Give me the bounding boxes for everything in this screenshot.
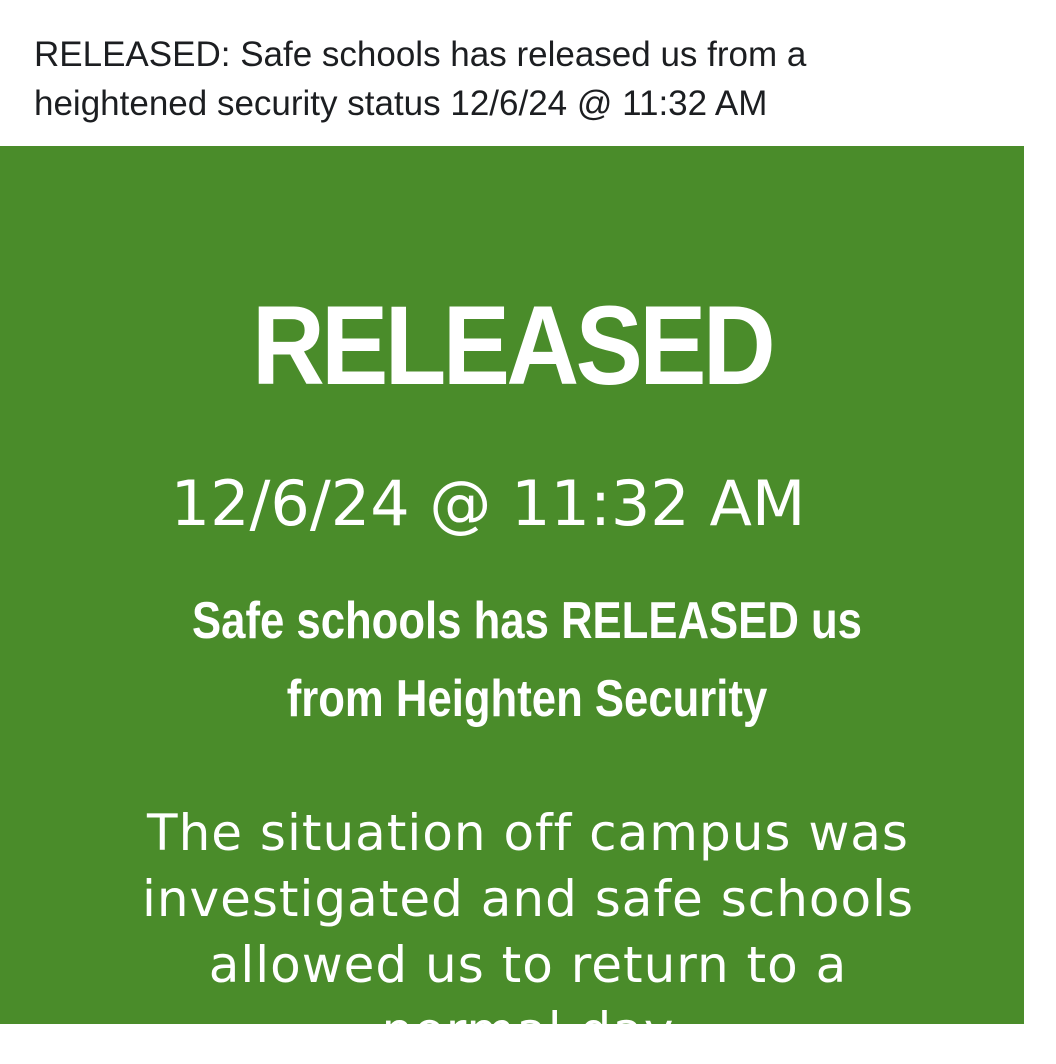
post-caption: RELEASED: Safe schools has released us from a heightened security status 12/6/24 @ 11:32 AM xyxy=(34,35,807,123)
release-title: RELEASED xyxy=(251,283,773,408)
release-headline: Safe schools has RELEASED us from Heighten Security xyxy=(192,592,862,728)
release-datetime: 12/6/24 @ 11:32 AM xyxy=(170,467,806,540)
announcement-image[interactable] xyxy=(0,146,1024,1060)
release-message: The situation off campus was investigated and safe schools allowed us to return to a normal day xyxy=(141,804,915,1060)
